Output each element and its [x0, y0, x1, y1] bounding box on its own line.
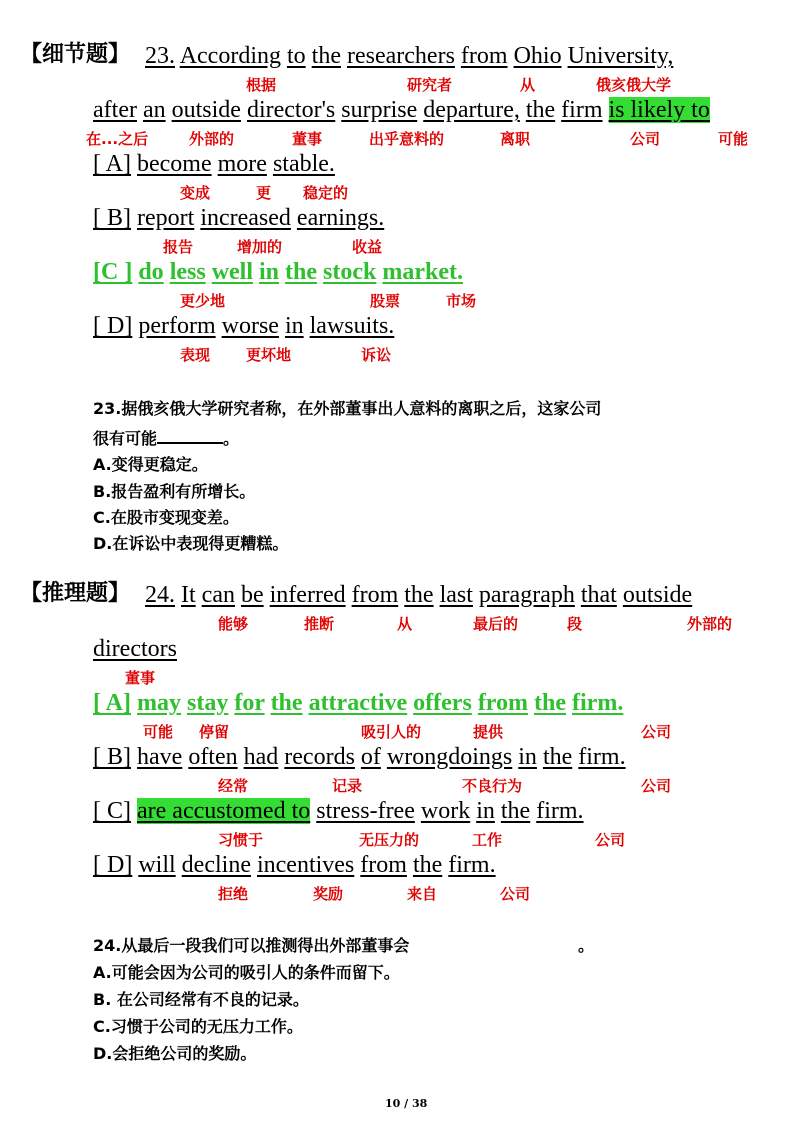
word: report — [137, 205, 195, 231]
word: less — [169, 259, 206, 285]
word: be — [240, 582, 264, 608]
word: University, — [567, 43, 674, 69]
word: the — [542, 744, 573, 770]
gloss: 经常 — [218, 777, 249, 795]
word: in — [284, 313, 304, 339]
text: 很有可能 — [93, 429, 158, 448]
word: in — [476, 798, 495, 824]
q24-stem-line2 — [93, 634, 177, 664]
word: firm — [561, 97, 603, 123]
word: worse — [221, 313, 279, 339]
gloss: 变成 — [180, 184, 211, 202]
word: attractive — [308, 690, 408, 716]
word: after — [93, 97, 137, 123]
word: in — [518, 744, 537, 770]
gloss: 公司 — [500, 885, 531, 903]
word: surprise — [341, 97, 418, 123]
option-label: [ B] — [93, 744, 131, 770]
word: stay — [187, 690, 229, 716]
gloss: 公司 — [630, 130, 661, 148]
q23-stem-line2 — [93, 95, 710, 125]
word: researchers — [346, 43, 455, 69]
gloss: 来自 — [407, 885, 438, 903]
word: Ohio — [513, 43, 562, 69]
option-label: [ D] — [93, 313, 133, 339]
q23-option-c-answer[interactable] — [93, 257, 463, 287]
word: the — [534, 690, 567, 716]
gloss: 段 — [567, 615, 583, 633]
word: work — [420, 798, 471, 824]
q23-stem-line1 — [145, 41, 673, 71]
word: in — [259, 259, 280, 285]
gloss: 习惯于 — [218, 831, 264, 849]
q24-option-b[interactable] — [93, 742, 626, 772]
word: According — [179, 43, 281, 69]
word: lawsuits. — [309, 313, 395, 339]
word: stress-free — [316, 798, 415, 824]
q23-option-b[interactable] — [93, 203, 384, 233]
word: well — [211, 259, 254, 285]
gloss: 工作 — [472, 831, 503, 849]
option-label: [ D] — [93, 852, 133, 878]
gloss: 外部的 — [189, 130, 235, 148]
gloss: 奖励 — [313, 885, 344, 903]
word: departure, — [423, 97, 520, 123]
page-number — [385, 1097, 427, 1110]
word: the — [270, 690, 303, 716]
gloss: 公司 — [641, 723, 672, 741]
gloss: 公司 — [641, 777, 672, 795]
word: more — [217, 151, 267, 177]
word: from — [460, 43, 508, 69]
gloss: 俄亥俄大学 — [596, 76, 672, 94]
word: directors — [93, 636, 177, 662]
gloss: 从 — [397, 615, 413, 633]
word: will — [138, 852, 176, 878]
gloss: 董事 — [292, 130, 323, 148]
word: the — [311, 43, 341, 69]
option-label: [ A] — [93, 151, 131, 177]
q24-option-d[interactable] — [93, 850, 496, 880]
q24-choice-a: A.可能会因为公司的吸引人的条件而留下。 — [93, 963, 400, 982]
q24-tag: 【推理题】 — [20, 581, 131, 606]
option-label: [ C] — [93, 798, 131, 824]
gloss: 更坏地 — [246, 346, 292, 364]
answer-blank — [157, 426, 223, 444]
word: offers — [413, 690, 472, 716]
gloss: 诉讼 — [361, 346, 392, 364]
word: do — [138, 259, 164, 285]
word: for — [234, 690, 265, 716]
gloss: 研究者 — [407, 76, 453, 94]
option-label: [C ] — [93, 259, 133, 285]
gloss: 从 — [520, 76, 536, 94]
gloss: 稳定的 — [303, 184, 349, 202]
word: an — [142, 97, 166, 123]
gloss: 无压力的 — [359, 831, 420, 849]
gloss: 可能 — [718, 130, 749, 148]
word: from — [351, 582, 399, 608]
gloss: 记录 — [332, 777, 363, 795]
word: firm. — [578, 744, 626, 770]
word: firm. — [448, 852, 496, 878]
word: firm. — [572, 690, 624, 716]
word: of — [360, 744, 381, 770]
word: often — [188, 744, 238, 770]
word: become — [137, 151, 212, 177]
q24-choice-d: D.会拒绝公司的奖励。 — [93, 1044, 257, 1063]
word: firm. — [536, 798, 584, 824]
word: last — [439, 582, 473, 608]
word: to — [286, 43, 306, 69]
q23-choice-d: D.在诉讼中表现得更糟糕。 — [93, 534, 289, 553]
gloss: 提供 — [473, 723, 504, 741]
gloss: 根据 — [246, 76, 277, 94]
word: outside — [171, 97, 241, 123]
gloss: 外部的 — [687, 615, 733, 633]
gloss: 推断 — [304, 615, 335, 633]
q23-translation-line1: 23.据俄亥俄大学研究者称，在外部董事出人意料的离职之后，这家公司 — [93, 399, 602, 418]
gloss: 停留 — [199, 723, 230, 741]
gloss: 市场 — [446, 292, 477, 310]
q23-translation-line2 — [93, 426, 239, 450]
word: have — [137, 744, 183, 770]
q24-option-c[interactable] — [93, 796, 584, 826]
gloss: 更 — [256, 184, 272, 202]
q24-choice-b: B. 在公司经常有不良的记录。 — [93, 990, 309, 1009]
word: from — [477, 690, 529, 716]
q23-number: 23. — [145, 43, 175, 69]
word: records — [284, 744, 355, 770]
gloss: 增加的 — [237, 238, 283, 256]
q24-number: 24. — [145, 582, 175, 608]
word: director's — [246, 97, 336, 123]
q23-option-d[interactable] — [93, 311, 394, 341]
q24-translation-line1: 24.从最后一段我们可以推测得出外部董事会 — [93, 936, 410, 955]
q23-choice-a: A.变得更稳定。 — [93, 455, 208, 474]
word: perform — [138, 313, 216, 339]
word: outside — [622, 582, 693, 608]
text: 。 — [223, 429, 240, 448]
q23-option-a[interactable] — [93, 149, 335, 179]
word: had — [243, 744, 279, 770]
word: the — [525, 97, 556, 123]
word: incentives — [256, 852, 355, 878]
gloss: 出乎意料的 — [369, 130, 445, 148]
gloss: 拒绝 — [218, 885, 249, 903]
gloss: 董事 — [125, 669, 156, 687]
word: can — [201, 582, 235, 608]
highlight-phrase: are accustomed to — [137, 798, 311, 824]
gloss: 最后的 — [473, 615, 519, 633]
q23-tag: 【细节题】 — [20, 42, 131, 67]
q23-choice-b: B.报告盈利有所增长。 — [93, 482, 256, 501]
word: inferred — [269, 582, 346, 608]
q23-choice-c: C.在股市变现变差。 — [93, 508, 239, 527]
gloss: 离职 — [500, 130, 531, 148]
current-page: 10 — [385, 1097, 401, 1110]
option-label: [ B] — [93, 205, 131, 231]
option-label: [ A] — [93, 690, 131, 716]
word: may — [137, 690, 181, 716]
word: the — [285, 259, 318, 285]
word: wrongdoings — [386, 744, 513, 770]
gloss: 不良行为 — [462, 777, 523, 795]
word: the — [412, 852, 443, 878]
q24-choice-c: C.习惯于公司的无压力工作。 — [93, 1017, 303, 1036]
gloss: 可能 — [143, 723, 174, 741]
gloss: 在...之后 — [86, 130, 149, 148]
word: the — [404, 582, 434, 608]
word: stock — [323, 259, 377, 285]
word: the — [500, 798, 531, 824]
word: paragraph — [478, 582, 575, 608]
word: It — [181, 582, 196, 608]
gloss: 公司 — [595, 831, 626, 849]
page-separator: / — [404, 1097, 409, 1110]
word: market. — [382, 259, 464, 285]
gloss: 报告 — [163, 238, 194, 256]
word: earnings. — [296, 205, 385, 231]
total-pages: 38 — [412, 1097, 428, 1110]
q24-stem-line1 — [145, 580, 692, 610]
gloss: 收益 — [352, 238, 383, 256]
word: from — [360, 852, 407, 878]
word: stable. — [272, 151, 335, 177]
gloss: 更少地 — [180, 292, 226, 310]
word: decline — [181, 852, 251, 878]
gloss: 吸引人的 — [361, 723, 422, 741]
q24-translation-end: 。 — [578, 936, 595, 955]
word: that — [580, 582, 617, 608]
gloss: 能够 — [218, 615, 249, 633]
q24-option-a-answer[interactable] — [93, 688, 623, 718]
word: increased — [200, 205, 291, 231]
gloss: 股票 — [370, 292, 401, 310]
gloss: 表现 — [180, 346, 211, 364]
highlight-phrase: is likely to — [608, 97, 710, 123]
